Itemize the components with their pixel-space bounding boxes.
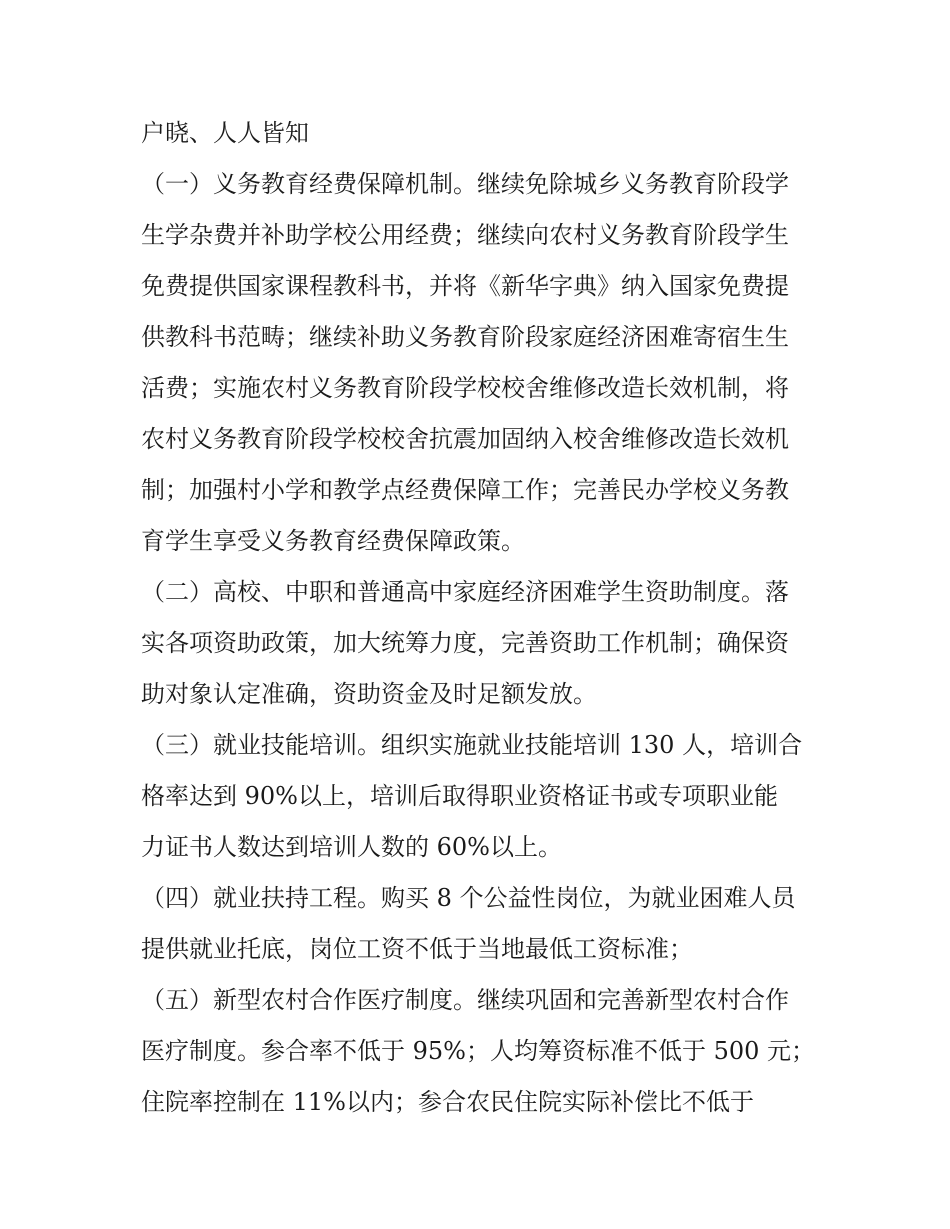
text-line: 农村义务教育阶段学校校舍抗震加固纳入校舍维修改造长效机 xyxy=(141,425,789,453)
text-line: 户晓、人人皆知 xyxy=(141,119,309,147)
document-body xyxy=(141,108,821,1128)
text-line: 提供就业托底，岗位工资不低于当地最低工资标准； xyxy=(141,935,693,963)
text-line: （三）就业技能培训。组织实施就业技能培训 130 人，培训合 xyxy=(141,731,803,759)
text-line: 住院率控制在 11%以内；参合农民住院实际补偿比不低于 xyxy=(141,1088,754,1116)
text-line: 活费；实施农村义务教育阶段学校校舍维修改造长效机制，将 xyxy=(141,374,789,402)
text-line: （二）高校、中职和普通高中家庭经济困难学生资助制度。落 xyxy=(141,578,789,606)
text-line: 实各项资助政策，加大统筹力度，完善资助工作机制；确保资 xyxy=(141,629,789,657)
text-line: （四）就业扶持工程。购买 8 个公益性岗位，为就业困难人员 xyxy=(141,884,796,912)
text-line: 医疗制度。参合率不低于 95%；人均筹资标准不低于 500 元； xyxy=(141,1037,816,1065)
text-line: 格率达到 90%以上，培训后取得职业资格证书或专项职业能 xyxy=(141,782,778,810)
text-line: 制；加强村小学和教学点经费保障工作；完善民办学校义务教 xyxy=(141,476,789,504)
text-line: 供教科书范畴；继续补助义务教育阶段家庭经济困难寄宿生生 xyxy=(141,323,789,351)
text-line: （一）义务教育经费保障机制。继续免除城乡义务教育阶段学 xyxy=(141,170,789,198)
text-line: 生学杂费并补助学校公用经费；继续向农村义务教育阶段学生 xyxy=(141,221,789,249)
text-line: 助对象认定准确，资助资金及时足额发放。 xyxy=(141,680,597,708)
text-line: 育学生享受义务教育经费保障政策。 xyxy=(141,527,525,555)
text-line: 免费提供国家课程教科书，并将《新华字典》纳入国家免费提 xyxy=(141,272,789,300)
text-line: 力证书人数达到培训人数的 60%以上。 xyxy=(141,833,562,861)
text-line: （五）新型农村合作医疗制度。继续巩固和完善新型农村合作 xyxy=(141,986,789,1014)
